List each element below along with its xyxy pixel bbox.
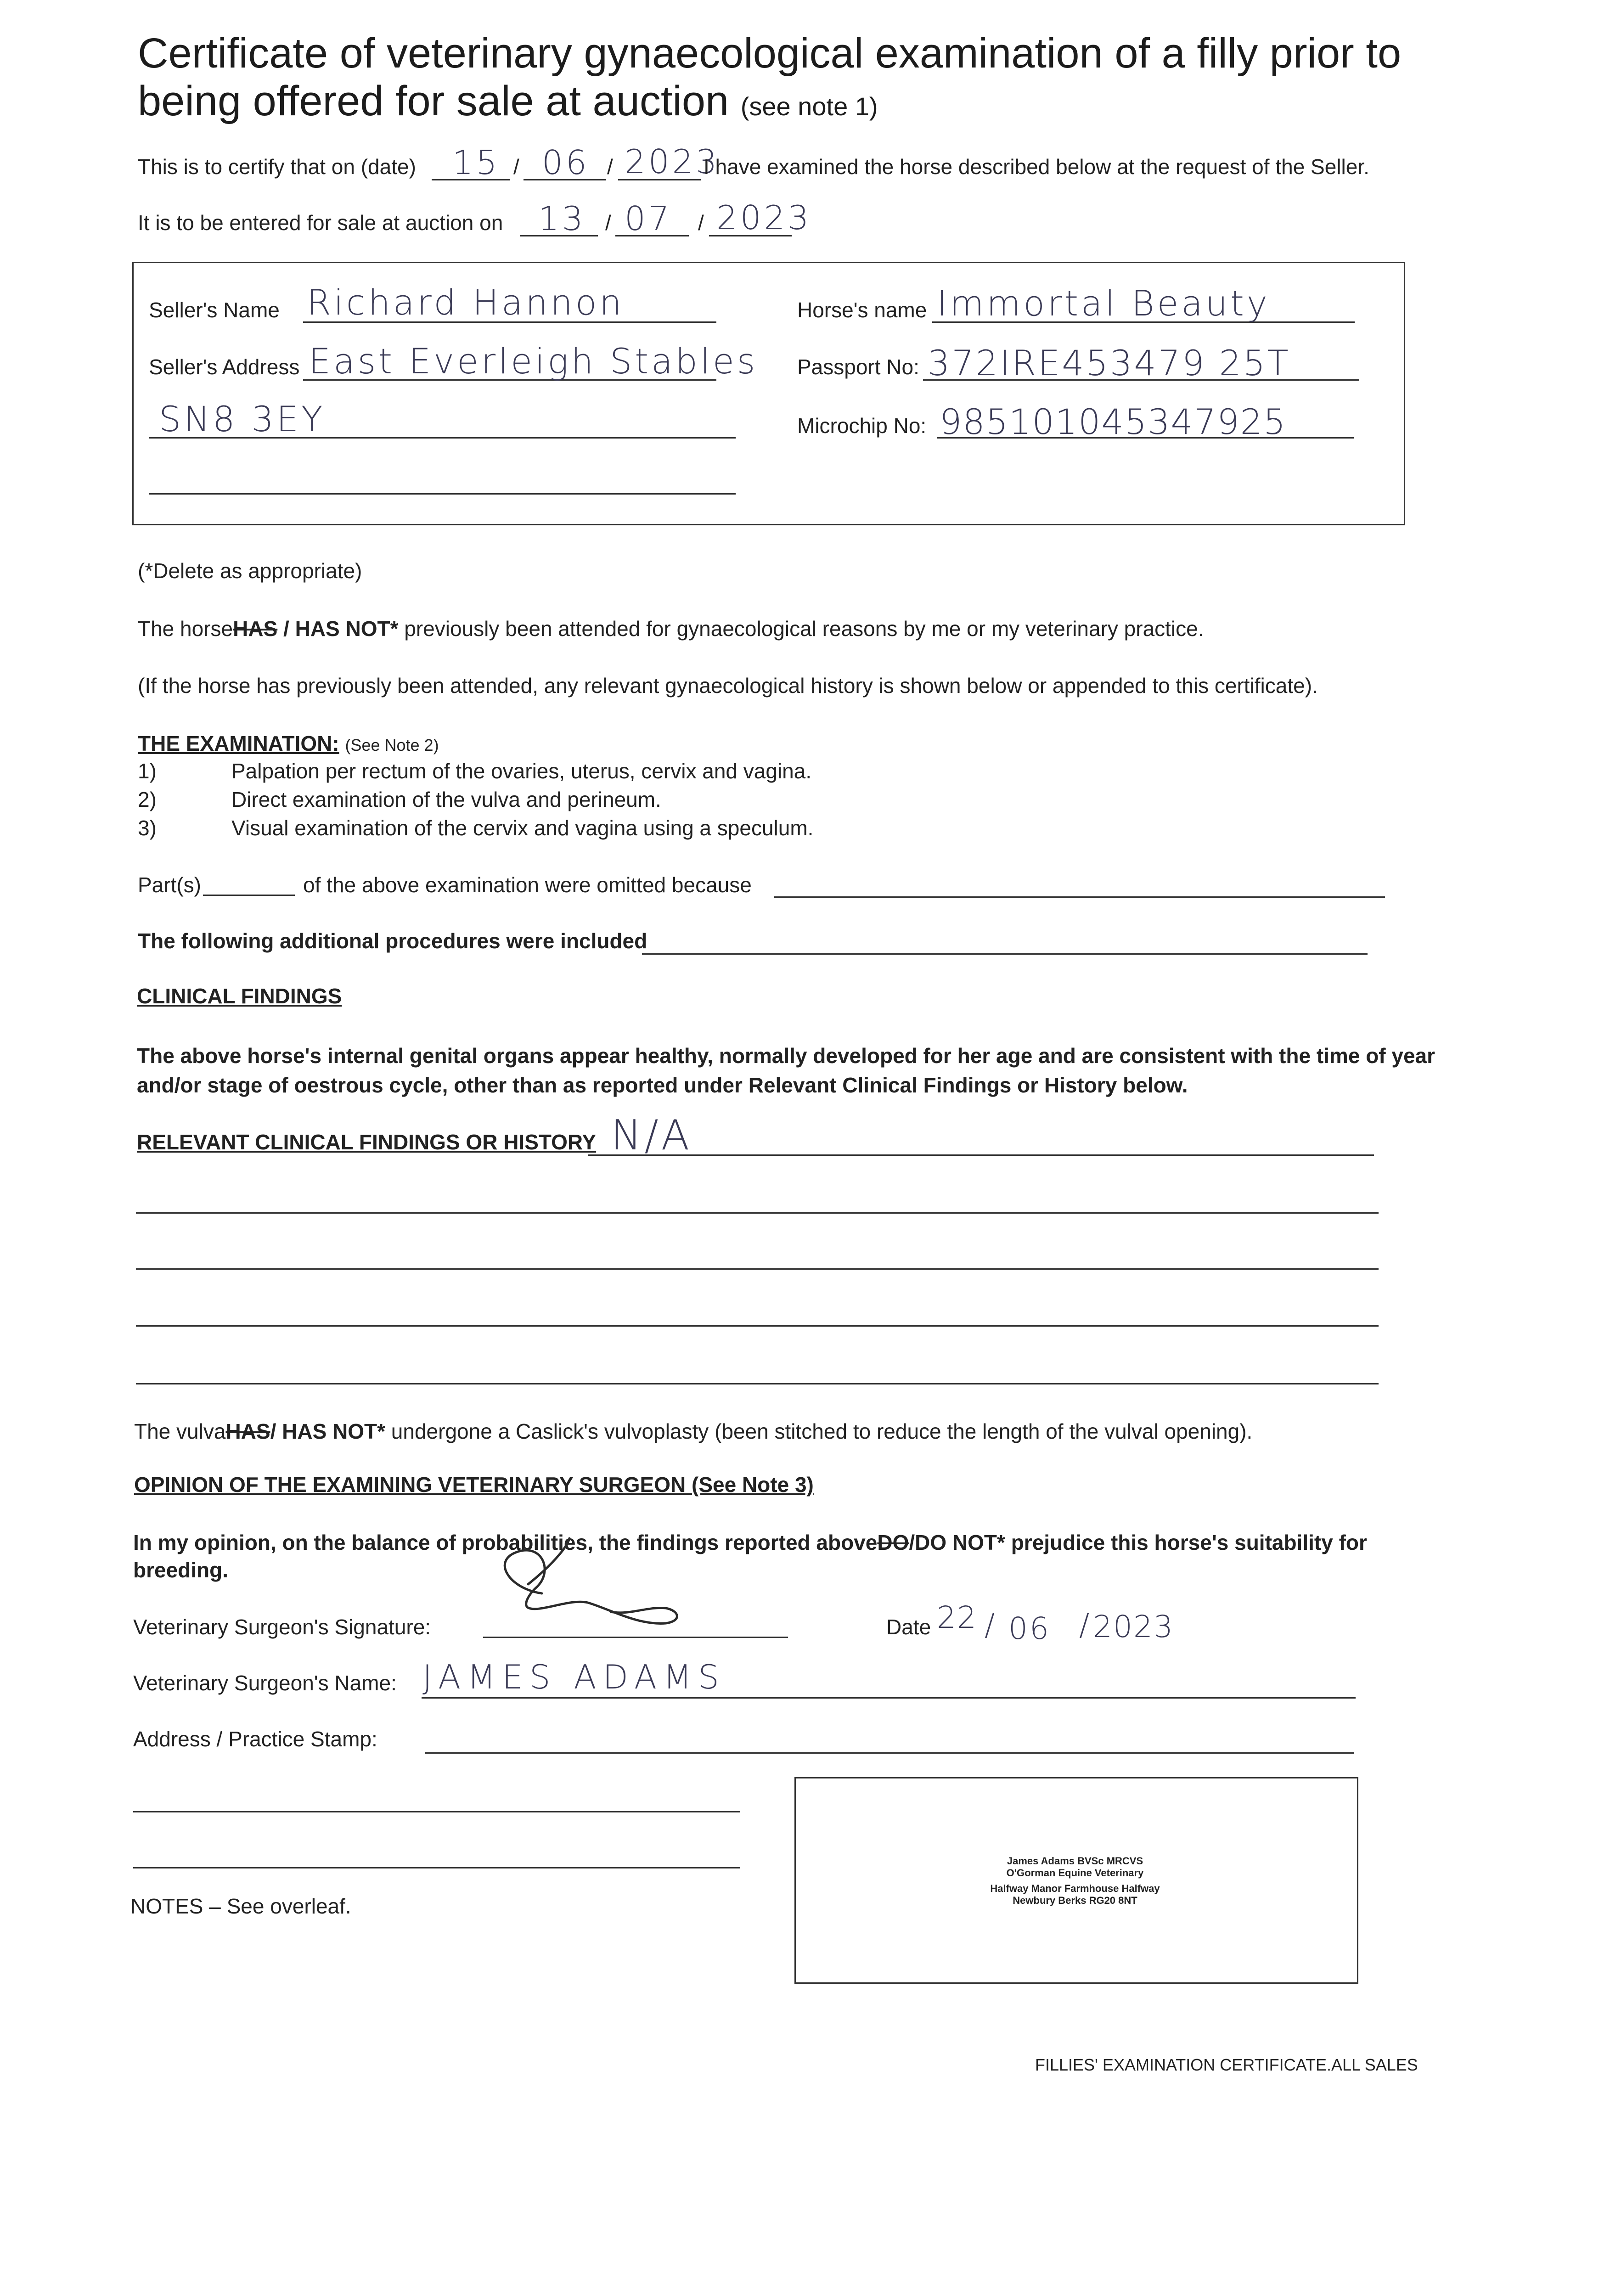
attended-prefix: The horse: [138, 617, 233, 641]
certify-month: 06: [542, 143, 590, 182]
seller-address-label: Seller's Address: [149, 355, 300, 379]
exam-item-2-num: 2): [138, 788, 157, 811]
stamp-line-2: O'Gorman Equine Veterinary: [1006, 1867, 1144, 1879]
seller-name-value: Richard Hannon: [307, 282, 625, 323]
exam-item-3-num: 3): [138, 816, 157, 840]
relevant-value: N/A: [611, 1111, 692, 1159]
clinical-heading: CLINICAL FINDINGS: [137, 984, 342, 1008]
clinical-statement-line1: The above horse's internal genital organs appear healthy, normally developed for her age and are consistent with the time of year: [137, 1044, 1435, 1068]
omitted-reason-line: [774, 896, 1385, 898]
date-month: 06: [1008, 1611, 1051, 1646]
date-slash-1: /: [985, 1607, 996, 1643]
relevant-line-5: [136, 1383, 1379, 1384]
certificate-title-line2: [138, 76, 878, 131]
title-note: (see note 1): [740, 92, 878, 121]
auction-slash-1: /: [605, 211, 611, 235]
practice-stamp-label: Address / Practice Stamp:: [133, 1727, 377, 1751]
additional-line: [642, 953, 1368, 955]
clinical-statement-line2: and/or stage of oestrous cycle, other than as reported under Relevant Clinical Findings or History below.: [137, 1073, 1188, 1097]
signature-label: Veterinary Surgeon's Signature:: [133, 1615, 431, 1639]
delete-note: (*Delete as appropriate): [138, 559, 362, 583]
auction-month: 07: [625, 199, 672, 238]
opinion-line2: breeding.: [133, 1558, 229, 1582]
attended-suffix: previously been attended for gynaecological reasons by me or my veterinary practice.: [398, 617, 1204, 641]
exam-item-3-text: Visual examination of the cervix and vagina using a speculum.: [231, 816, 814, 840]
certify-slash-1: /: [513, 155, 519, 179]
certificate-title-line1: Certificate of veterinary gynaecological examination of a filly prior to: [138, 30, 1402, 77]
vulva-suffix: undergone a Caslick's vulvoplasty (been stitched to reduce the length of the vulval opening).: [385, 1419, 1253, 1443]
practice-stamp-line: [425, 1752, 1354, 1754]
exam-item-2-text: Direct examination of the vulva and perineum.: [231, 788, 661, 811]
omitted-prefix: Part(s): [138, 873, 201, 897]
relevant-line-4: [136, 1325, 1379, 1327]
seller-address-line-3: [149, 493, 736, 495]
stamp-line-1: James Adams BVSc MRCVS: [1007, 1855, 1143, 1867]
vet-name-label: Veterinary Surgeon's Name:: [133, 1671, 397, 1695]
auction-prefix: It is to be entered for sale at auction on: [138, 211, 503, 235]
auction-year: 2023: [716, 198, 812, 237]
signature-line: [483, 1637, 788, 1638]
opinion-heading: OPINION OF THE EXAMINING VETERINARY SURGEON (See Note 3): [134, 1473, 814, 1497]
certificate-title-text: being offered for sale at auction: [138, 78, 729, 124]
footer-label: FILLIES' EXAMINATION CERTIFICATE.ALL SALES: [1035, 2055, 1418, 2074]
exam-item-1-num: 1): [138, 759, 157, 783]
stamp-line-4: Newbury Berks RG20 8NT: [1013, 1895, 1137, 1906]
certify-year: 2023: [625, 142, 720, 181]
horse-name-label: Horse's name: [797, 298, 927, 322]
notes-overleaf: NOTES – See overleaf.: [130, 1894, 351, 1918]
opinion-line1-struck: DO: [877, 1531, 909, 1554]
certify-slash-2: /: [607, 155, 613, 179]
address-line-1: [133, 1811, 740, 1812]
vulva-kept: / HAS NOT*: [270, 1419, 386, 1443]
certify-day: 15: [452, 143, 500, 182]
seller-address-value-2: SN8 3EY: [159, 399, 326, 439]
microchip-label: Microchip No:: [797, 414, 927, 438]
examination-heading: THE EXAMINATION:: [138, 732, 339, 755]
relevant-line-2: [136, 1212, 1379, 1214]
date-label: Date: [886, 1615, 931, 1639]
relevant-line-3: [136, 1268, 1379, 1270]
relevant-line-1: [588, 1154, 1374, 1156]
microchip-value: 985101045347925: [940, 401, 1287, 442]
opinion-line1: [133, 1530, 1367, 1555]
opinion-line1-prefix: In my opinion, on the balance of probabilities, the findings reported above: [133, 1531, 878, 1554]
vet-name-line: [422, 1697, 1356, 1699]
date-slash-2: /: [1079, 1607, 1091, 1643]
passport-label: Passport No:: [797, 355, 919, 379]
seller-address-value-1: East Everleigh Stables: [309, 341, 758, 382]
passport-value: 372IRE453479 25T: [928, 343, 1290, 383]
omitted-middle: of the above examination were omitted because: [303, 873, 752, 897]
examination-heading-note: (See Note 2): [345, 736, 439, 754]
vulva-prefix: The vulva: [134, 1419, 226, 1443]
vulva-struck: HAS: [225, 1419, 270, 1443]
auction-slash-2: /: [698, 211, 704, 235]
attended-kept: HAS NOT*: [295, 617, 399, 641]
date-day: 22: [937, 1600, 977, 1635]
certify-prefix: This is to certify that on (date): [138, 155, 416, 179]
certify-suffix: I have examined the horse described below at the request of the Seller.: [704, 155, 1369, 179]
seller-name-label: Seller's Name: [149, 298, 280, 322]
relevant-heading: RELEVANT CLINICAL FINDINGS OR HISTORY: [137, 1130, 597, 1154]
date-year: 2023: [1093, 1609, 1174, 1644]
attended-struck: HAS: [233, 617, 278, 641]
auction-day: 13: [538, 199, 586, 238]
history-note: (If the horse has previously been attended, any relevant gynaecological history is shown below or appended to this certificate).: [138, 674, 1318, 698]
examination-heading-row: [138, 731, 439, 756]
omitted-parts-line: [203, 895, 295, 896]
opinion-line1-suffix: prejudice this horse's suitability for: [1005, 1531, 1367, 1554]
horse-name-value: Immortal Beauty: [937, 283, 1270, 324]
practice-stamp: [794, 1855, 1356, 1907]
address-line-2: [133, 1867, 740, 1868]
opinion-line1-kept: /DO NOT*: [909, 1531, 1005, 1554]
vet-name-value: JAMES ADAMS: [422, 1658, 726, 1696]
signature-scribble: [473, 1534, 684, 1635]
attended-statement: [138, 616, 1204, 641]
attended-sep: /: [277, 617, 295, 641]
stamp-line-3: Halfway Manor Farmhouse Halfway: [990, 1883, 1160, 1894]
additional-procedures: The following additional procedures were included: [138, 929, 647, 953]
vulva-statement: [134, 1419, 1252, 1444]
exam-item-1-text: Palpation per rectum of the ovaries, uterus, cervix and vagina.: [231, 759, 812, 783]
